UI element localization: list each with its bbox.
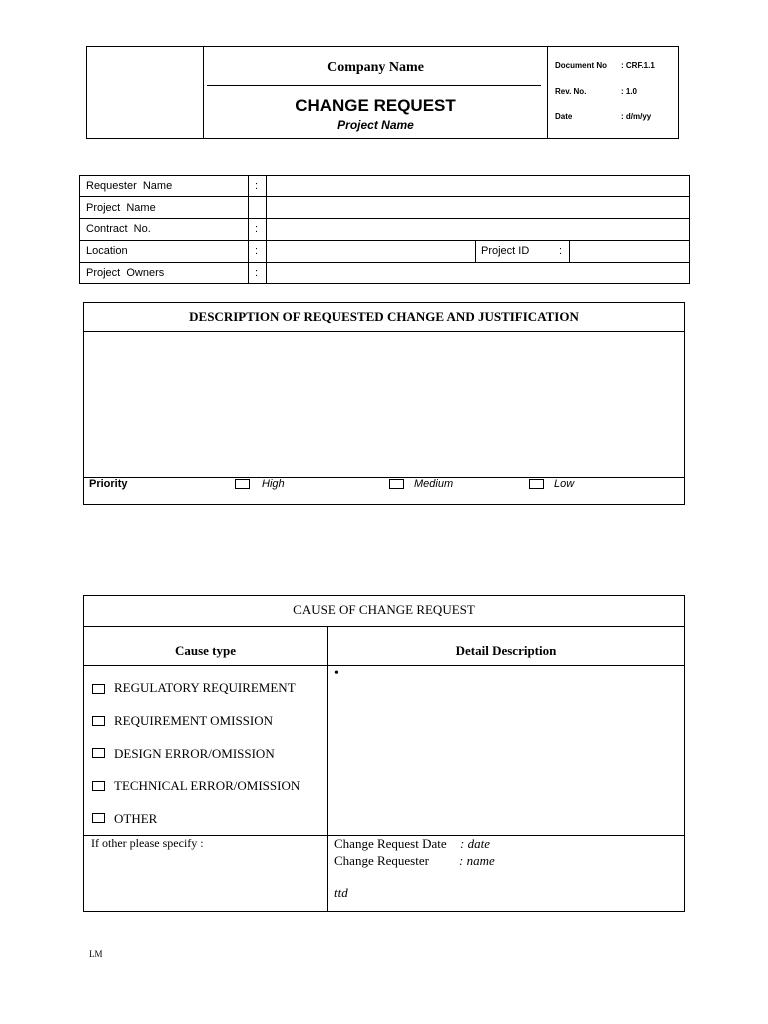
project-id-label: Project ID — [481, 245, 530, 257]
meta-rev-value: : 1.0 — [621, 87, 638, 96]
description-heading: DESCRIPTION OF REQUESTED CHANGE AND JUSTIFICATION — [189, 309, 579, 324]
requester-name-label: Requester Name — [86, 180, 173, 192]
priority-label: Priority — [89, 478, 128, 490]
meta-date-value: : d/m/yy — [621, 112, 652, 121]
meta-date-label: Date — [555, 112, 573, 121]
colon: : — [255, 180, 259, 192]
colon: : — [255, 267, 259, 279]
signature-label: ttd — [334, 885, 348, 900]
contract-no-label: Contract No. — [86, 223, 151, 235]
logo-area — [87, 47, 203, 138]
cause-regulatory-checkbox[interactable] — [92, 684, 105, 694]
cause-technical-error-checkbox[interactable] — [92, 781, 105, 791]
project-name-subtitle: Project Name — [337, 118, 414, 132]
location-label: Location — [86, 245, 128, 257]
cause-type-header: Cause type — [174, 643, 237, 658]
cause-design-error-label: DESIGN ERROR/OMISSION — [114, 746, 275, 761]
footer-initials: LM — [89, 949, 103, 959]
page-title: CHANGE REQUEST — [295, 96, 456, 115]
cause-technical-error-label: TECHNICAL ERROR/OMISSION — [114, 778, 301, 793]
change-requester-value: : name — [459, 853, 495, 868]
priority-high-label: High — [262, 478, 285, 490]
other-specify-field[interactable] — [85, 852, 325, 910]
cause-design-error-checkbox[interactable] — [92, 748, 105, 758]
meta-rev-label: Rev. No. — [555, 87, 587, 96]
contract-no-field[interactable] — [267, 219, 689, 240]
requester-name-field[interactable] — [267, 176, 689, 196]
location-field[interactable] — [267, 241, 475, 262]
cause-regulatory-label: REGULATORY REQUIREMENT — [114, 680, 296, 695]
cause-requirement-omission-label: REQUIREMENT OMISSION — [114, 713, 274, 728]
project-owners-field[interactable] — [267, 263, 689, 283]
project-owners-label: Project Owners — [86, 267, 165, 279]
detail-description-header: Detail Description — [455, 643, 557, 658]
other-specify-label: If other please specify : — [91, 836, 204, 850]
cause-other-label: OTHER — [114, 811, 158, 826]
priority-medium-checkbox[interactable] — [389, 479, 404, 489]
colon: : — [255, 245, 259, 257]
project-name-label: Project Name — [86, 202, 156, 214]
cause-other-checkbox[interactable] — [92, 813, 105, 823]
change-request-date-value: : date — [460, 836, 490, 851]
meta-doc-no-label: Document No — [555, 61, 607, 70]
detail-bullet: • — [334, 666, 339, 681]
priority-low-label: Low — [554, 478, 575, 490]
colon: : — [559, 245, 563, 257]
priority-medium-label: Medium — [414, 478, 454, 490]
cause-heading: CAUSE OF CHANGE REQUEST — [293, 602, 475, 617]
project-id-field[interactable] — [570, 241, 689, 262]
description-textarea[interactable] — [84, 332, 684, 477]
meta-doc-no-value: : CRF.1.1 — [621, 61, 655, 70]
colon: : — [255, 223, 259, 235]
priority-high-checkbox[interactable] — [235, 479, 250, 489]
company-name: Company Name — [327, 60, 424, 75]
detail-description-field[interactable] — [346, 667, 682, 833]
priority-low-checkbox[interactable] — [529, 479, 544, 489]
cause-requirement-omission-checkbox[interactable] — [92, 716, 105, 726]
change-request-date-label: Change Request Date — [334, 836, 447, 851]
project-name-field[interactable] — [267, 197, 689, 218]
change-requester-label: Change Requester — [334, 853, 429, 868]
